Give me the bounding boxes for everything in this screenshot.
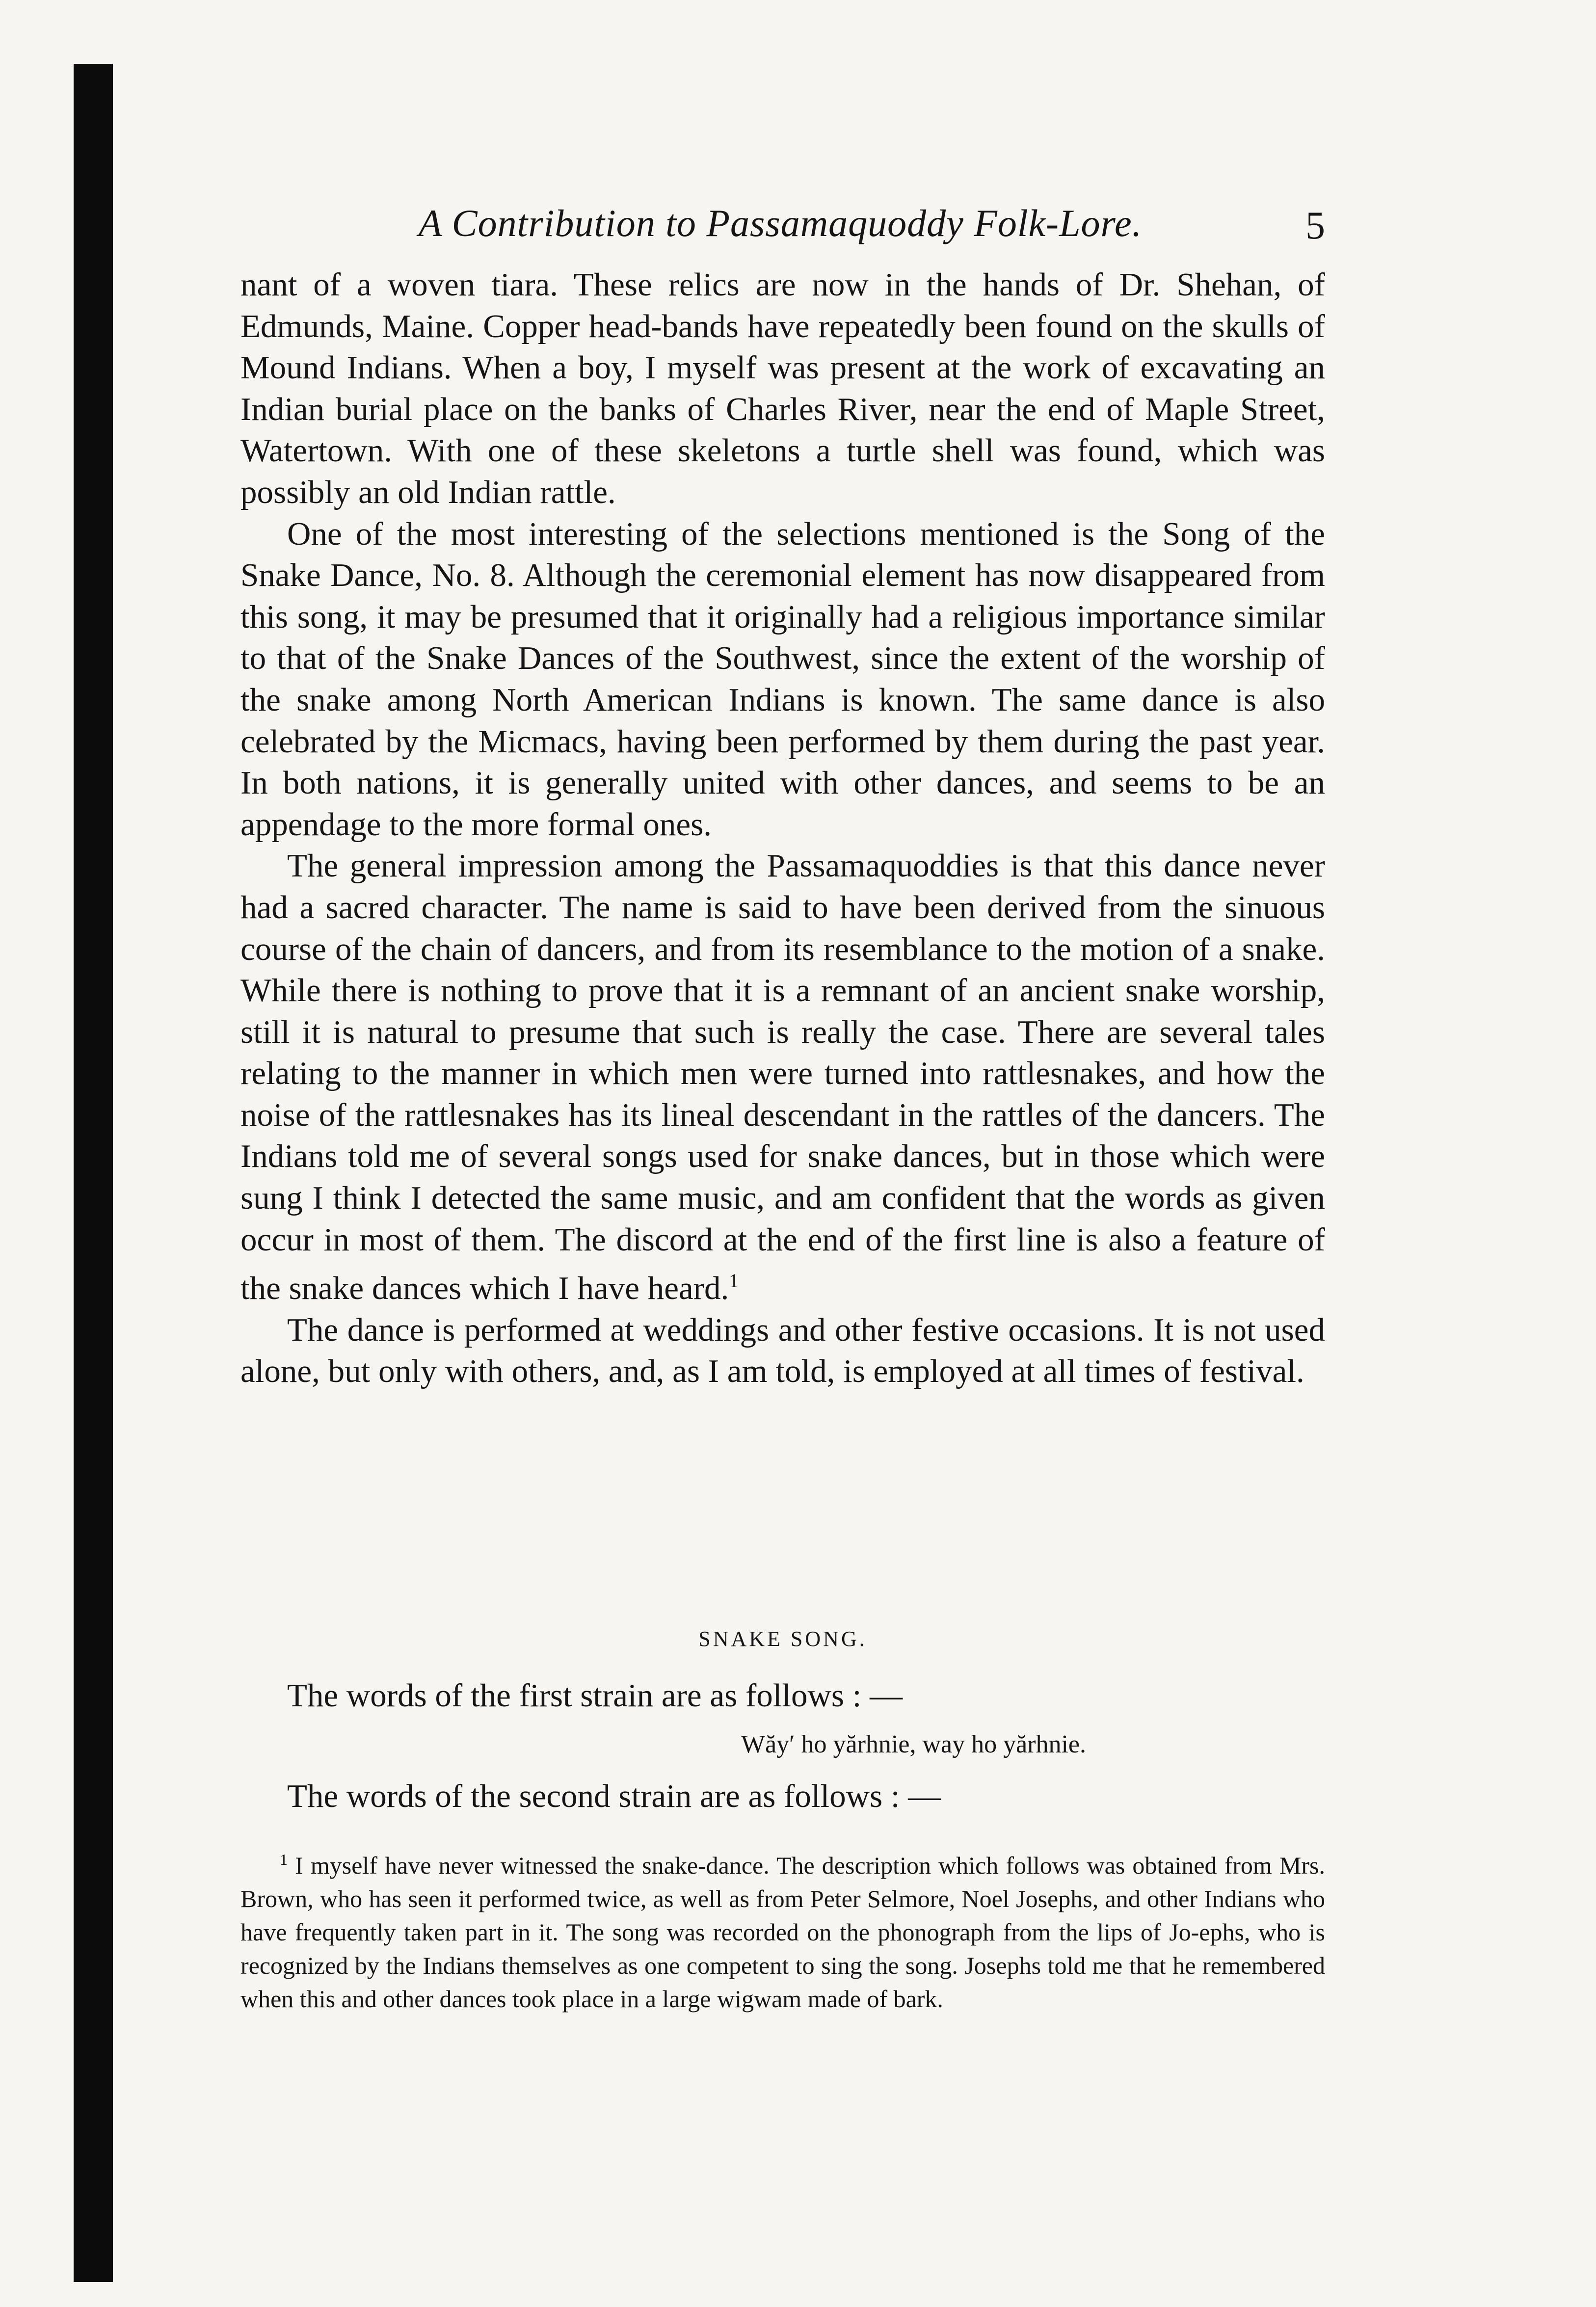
binding-shadow [74,64,113,2282]
section-heading: SNAKE SONG. [698,1627,867,1651]
second-strain-intro: The words of the second strain are as follows : — [287,1778,941,1814]
first-strain-intro: The words of the first strain are as follows : — [287,1677,903,1714]
paragraph-2: One of the most interesting of the selections mentioned is the Song of the Snake Dance, No. 8. Although the ceremonial element has now disappeared from this song, it may be presumed that it originally had a religious importance similar to that of the Snake Dances of the Southwest, since the extent of the worship of the snake among North American Indians is known. The same dance is also celebrated by the Micmacs, having been performed by them during the past year. In both nations, it is generally united with other dances, and seems to be an appendage to the more formal ones. [240,515,1325,843]
paragraph-1: nant of a woven tiara. These relics are now in the hands of Dr. Shehan, of Edmunds, Maine. Copper head-bands have repeatedly been found on the skulls of Mound Indians. When a boy, I myself was present at the work of excavating an Indian burial place on the banks of Charles River, near the end of Maple Street, Watertown. With one of these skeletons a turtle shell was found, which was possibly an old Indian rattle. [240,266,1325,510]
footnote-text: I myself have never witnessed the snake-dance. The description which follows was obtained from Mrs. Brown, who has seen it performed twice, as well as from Peter Selmore, Noel Josephs, and other Indians who have frequently taken part in it. The song was recorded on the phonograph from the lips of Jo-ephs, who is recognized by the Indians themselves as one competent to sing the song. Josephs told me that he remembered when this and other dances took place in a large wigwam made of bark. [240,1852,1325,2013]
paragraph-4: The dance is performed at weddings and other festive occasions. It is not used alone, but only with others, and, as I am told, is employed at all times of festival. [240,1311,1325,1390]
footnote-reference[interactable]: 1 [729,1270,739,1292]
footnote-marker: 1 [280,1851,288,1868]
paragraph-3 [240,845,1325,1309]
page-number: 5 [1305,204,1325,247]
body-text [240,264,1325,1392]
running-head: A Contribution to Passamaquoddy Folk-Lore. [418,202,1143,244]
footnote [240,1843,1325,2015]
song-words-line: Wăy′ ho yărhnie, way ho yărhnie. [741,1730,1087,1758]
paragraph-3-text: The general impression among the Passamaquoddies is that this dance never had a sacred character. The name is said to have been derived from the sinuous course of the chain of dancers, and from its resemblance to the motion of a snake. While there is nothing to prove that it is a remnant of an ancient snake worship, still it is natural to presume that such is really the case. There are several tales relating to the manner in which men were turned into rattlesnakes, and how the noise of the rattlesnakes has its lineal descendant in the rattles of the dancers. The Indians told me of several songs used for snake dances, but in those which were sung I think I detected the same music, and am confident that the words as given occur in most of them. The discord at the end of the first line is also a feature of the snake dances which I have heard. [240,848,1325,1307]
